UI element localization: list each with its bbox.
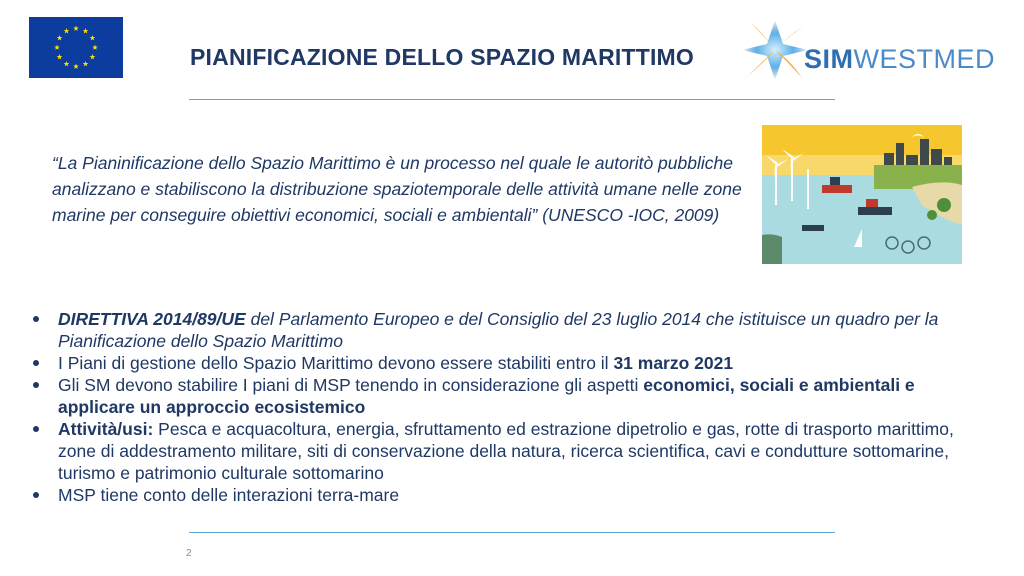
bullet-icon bbox=[33, 426, 39, 432]
bullet-icon bbox=[33, 382, 39, 388]
eu-star-icon bbox=[92, 45, 98, 50]
activities-text: Pesca e acquacoltura, energia, sfruttamento ed estrazione dipetrolio e gas, rotte di trasporto marittimo, zone di addestramento militare, siti di conservazione della natura, ricerca scientifica, cavi e condutture sottomarine, turismo e patrimonio culturale sottomarino bbox=[58, 419, 954, 483]
bullet-icon bbox=[33, 492, 39, 498]
member-states-text: Gli SM devono stabilire I piani di MSP tenendo in considerazione gli aspetti bbox=[58, 375, 644, 395]
eu-star-icon bbox=[90, 35, 96, 40]
list-item bbox=[33, 352, 993, 374]
deadline-date: 31 marzo 2021 bbox=[613, 353, 734, 373]
eu-star-icon bbox=[73, 64, 79, 69]
definition-quote: “La Pianinificazione dello Spazio Marittimo è un processo nel quale le autoritò pubbliche analizzano e stabiliscono la distribuzione spaziotemporale delle attività umane nelle zone marine per conseguire obiettivi economici, sociali e ambientali” (UNESCO -IOC, 2009) bbox=[52, 153, 742, 225]
eu-star-icon bbox=[90, 54, 96, 59]
footer-divider bbox=[189, 532, 835, 533]
eu-star-icon bbox=[57, 35, 63, 40]
eu-star-icon bbox=[64, 28, 70, 33]
bullet-icon bbox=[33, 360, 39, 366]
eu-star-icon bbox=[54, 45, 60, 50]
page-title: PIANIFICAZIONE DELLO SPAZIO MARITTIMO bbox=[190, 44, 695, 70]
eu-star-icon bbox=[83, 61, 89, 66]
logo-text bbox=[804, 44, 995, 75]
deadline-text: I Piani di gestione dello Spazio Marittimo devono essere stabiliti entro il bbox=[58, 353, 614, 373]
member-states-emphasis: economici, sociali e ambientali e applicare un approccio ecosistemico bbox=[58, 375, 915, 417]
list-item bbox=[33, 374, 993, 418]
directive-description: del Parlamento Europeo e del Consiglio del 23 luglio 2014 che istituisce un quadro per la Pianificazione dello Spazio Marittimo bbox=[58, 309, 939, 351]
activities-label: Attività/usi: bbox=[58, 419, 154, 439]
maritime-illustration bbox=[762, 125, 962, 264]
list-item bbox=[33, 308, 993, 352]
logo-text-westmed: WESTMED bbox=[853, 44, 996, 74]
header-divider bbox=[189, 99, 835, 100]
key-points-list bbox=[33, 308, 993, 506]
logo-text-sim: SIM bbox=[804, 44, 854, 74]
list-item bbox=[33, 418, 993, 484]
page-number: 2 bbox=[186, 548, 192, 559]
logo-star-icon bbox=[738, 14, 812, 86]
eu-star-icon bbox=[57, 54, 63, 59]
directive-reference: DIRETTIVA 2014/89/UE bbox=[58, 309, 246, 329]
bullet-icon bbox=[33, 316, 39, 322]
list-item bbox=[33, 484, 993, 506]
eu-star-icon bbox=[73, 26, 79, 31]
eu-star-icon bbox=[83, 28, 89, 33]
simwestmed-logo bbox=[738, 14, 1018, 94]
eu-star-icon bbox=[64, 61, 70, 66]
eu-flag-icon bbox=[29, 17, 123, 78]
land-sea-text: MSP tiene conto delle interazioni terra-mare bbox=[58, 485, 400, 505]
